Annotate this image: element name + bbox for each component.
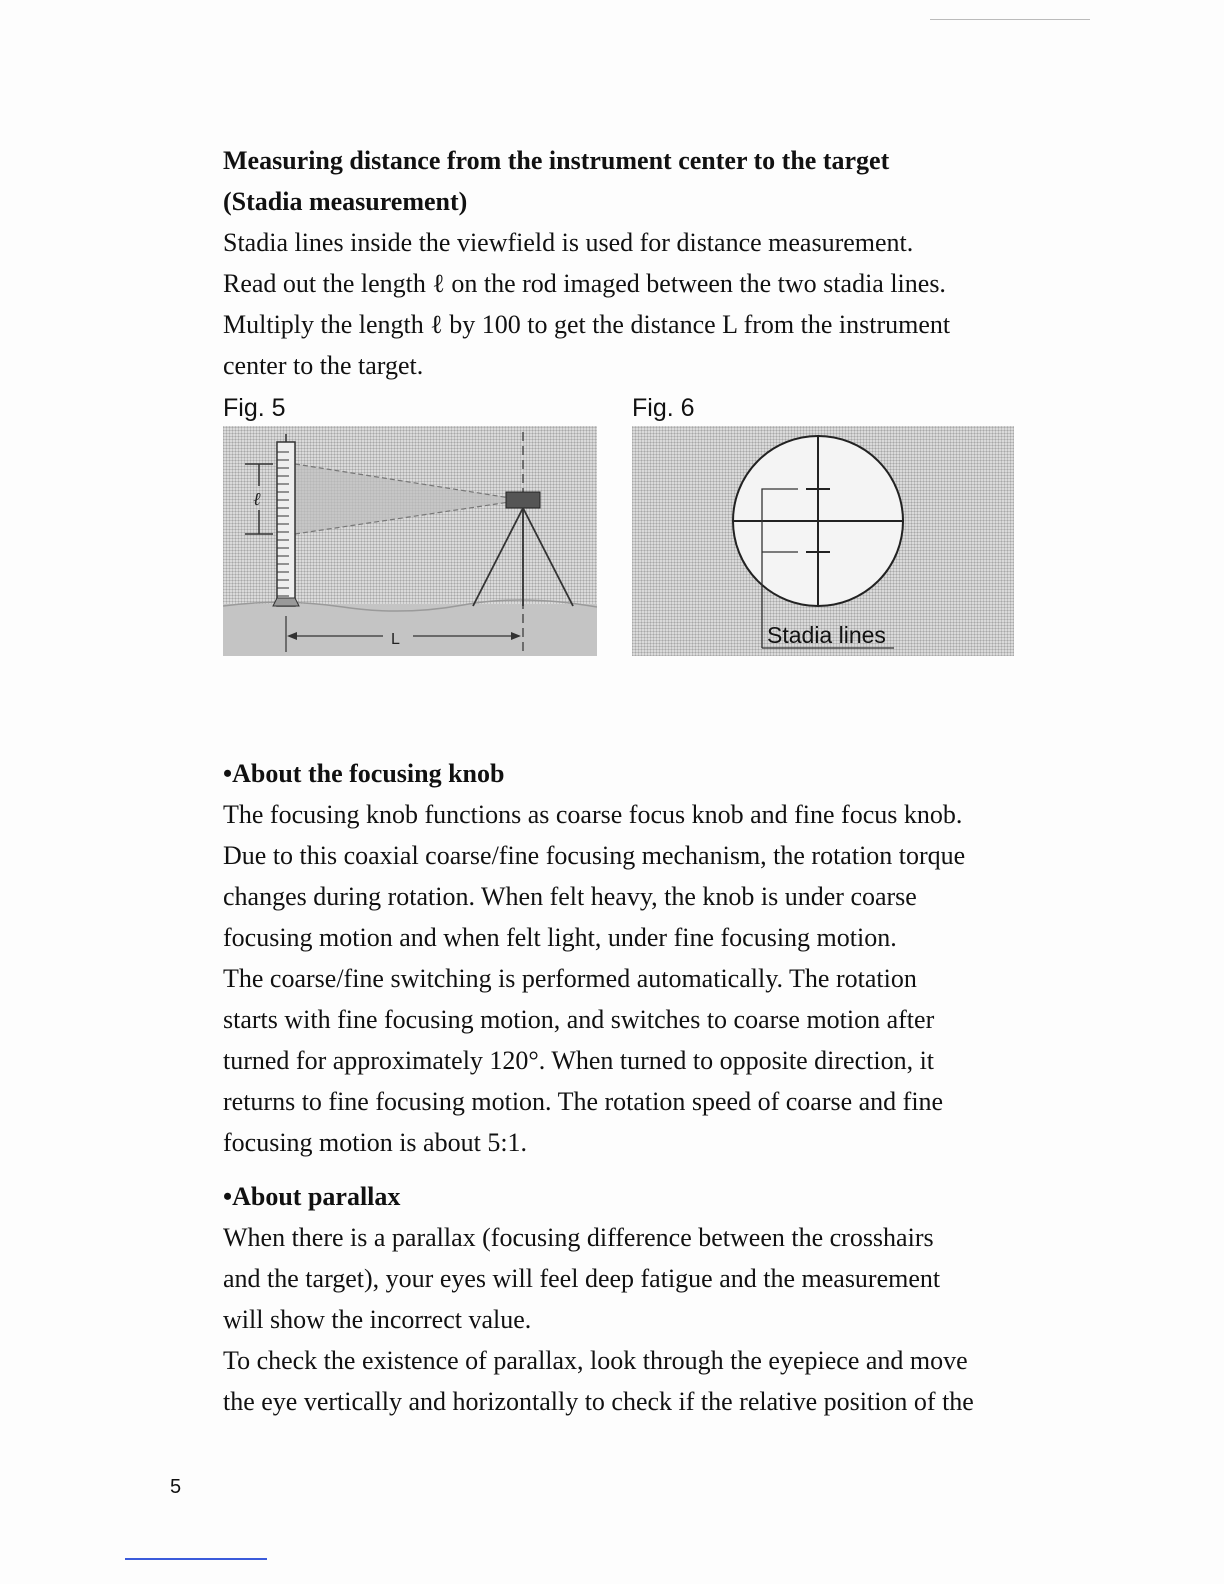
distance-symbol: L <box>391 631 400 648</box>
ground-band <box>223 604 597 656</box>
focusing-knob-line: returns to fine focusing motion. The rotation speed of coarse and fine <box>223 1087 944 1116</box>
fig5-drawing <box>223 426 597 656</box>
scan-rule-top <box>930 19 1090 20</box>
parallax-line: will show the incorrect value. <box>223 1305 532 1334</box>
sight-cone <box>295 464 523 534</box>
stadia-paragraph-line: center to the target. <box>223 351 424 380</box>
focusing-knob-line: Due to this coaxial coarse/fine focusing mechanism, the rotation torque <box>223 841 966 870</box>
length-symbol: ℓ <box>253 489 261 509</box>
scan-rule-bottom <box>125 1558 267 1560</box>
stadia-paragraph-line: Stadia lines inside the viewfield is used for distance measurement. <box>223 228 914 257</box>
instrument-body <box>506 492 540 508</box>
page-number: 5 <box>170 1476 182 1498</box>
focusing-knob-line: starts with fine focusing motion, and switches to coarse motion after <box>223 1005 935 1034</box>
focusing-knob-line: focusing motion and when felt light, under fine focusing motion. <box>223 923 897 952</box>
parallax-line: When there is a parallax (focusing difference between the crosshairs <box>223 1223 934 1252</box>
stadia-lines-callout: Stadia lines <box>767 622 886 648</box>
parallax-line: To check the existence of parallax, look through the eyepiece and move <box>223 1346 968 1375</box>
section-heading-line-2: (Stadia measurement) <box>223 187 468 216</box>
fig6-label: Fig. 6 <box>632 394 695 422</box>
parallax-line: and the target), your eyes will feel deep fatigue and the measurement <box>223 1264 941 1293</box>
fig6-reticle-diagram <box>632 426 1014 656</box>
rod-base <box>273 598 299 606</box>
focusing-knob-line: The focusing knob functions as coarse focus knob and fine focus knob. <box>223 800 963 829</box>
tripod-leg-left <box>473 508 523 606</box>
fig5-stadia-diagram <box>223 426 597 656</box>
fig5-label: Fig. 5 <box>223 394 286 422</box>
tripod-leg-right <box>523 508 573 606</box>
parallax-heading: •About parallax <box>223 1182 401 1211</box>
focusing-knob-line: The coarse/fine switching is performed automatically. The rotation <box>223 964 917 993</box>
focusing-knob-line: focusing motion is about 5:1. <box>223 1128 528 1157</box>
focusing-knob-heading: •About the focusing knob <box>223 759 505 788</box>
stadia-paragraph-line: Multiply the length ℓ by 100 to get the distance L from the instrument <box>223 310 951 339</box>
stadia-paragraph-line: Read out the length ℓ on the rod imaged between the two stadia lines. <box>223 269 946 298</box>
focusing-knob-line: turned for approximately 120°. When turned to opposite direction, it <box>223 1046 935 1075</box>
focusing-knob-line: changes during rotation. When felt heavy, the knob is under coarse <box>223 882 917 911</box>
parallax-line: the eye vertically and horizontally to check if the relative position of the <box>223 1387 974 1416</box>
section-heading-line-1: Measuring distance from the instrument center to the target <box>223 146 890 175</box>
